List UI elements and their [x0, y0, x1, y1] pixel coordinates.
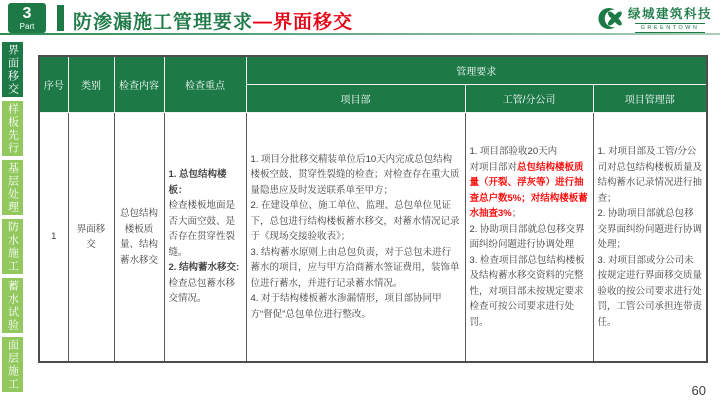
- page-title: [73, 7, 353, 34]
- cell-dept-project: 1. 项目分批移交精装单位后10天内完成总包结构楼板空鼓、贯穿性裂缝的检查；对检查存在重大质量隐患应及时发送联系单至甲方； 2. 在建设单位、施工单位、监理、总包单位见证下，总包进行结构楼板蓄水移交，对蓄水情况记录于《现场交接验收表》； 3. 结构蓄水原则上由总包负责，对于总包未进行蓄水的项目，应与甲方洽商蓄水签证费用，装饰单位进行蓄水，并进行记录蓄水情况。 4. 对于结构楼板蓄水渗漏情形，项目部协同甲方“督促”总包单位进行整改。: [246, 113, 465, 363]
- cell-dept-pmd: 1. 对项目部及工管/分公司对总包结构楼板质量及结构蓄水记录情况进行抽查； 2. 协助项目部就总包移交界面纠纷问题进行协调处理； 3. 对项目部或分公司未按规定进行界面移交质量验收的按公司要求进行处罚，工管公司承担连带责任。: [593, 113, 707, 363]
- part-label: Part: [19, 22, 35, 31]
- col-header-focus: 检查重点: [164, 56, 246, 113]
- col-header-dept-project: 项目部: [246, 85, 465, 113]
- cell-category: 界面移交: [68, 113, 114, 363]
- header-divider-line: [0, 33, 720, 35]
- sidebar-item-miancengshigong[interactable]: 面层施工: [2, 337, 23, 392]
- part-number: 3: [22, 5, 32, 22]
- requirements-table: [38, 55, 708, 363]
- col-header-dept-pmd: 项目管理部: [593, 85, 707, 113]
- greentown-logo-icon: [598, 5, 625, 32]
- page-number: 60: [691, 383, 706, 398]
- sidebar-item-jiemianyijiao[interactable]: 界面移交: [2, 42, 23, 97]
- logo-texts: [628, 4, 712, 33]
- sidebar-item-jicengchuli[interactable]: 基层处理: [2, 160, 23, 215]
- company-logo: [598, 4, 712, 33]
- title-accent-bar: [57, 5, 64, 31]
- col-header-content: 检查内容: [114, 56, 164, 113]
- sidebar-item-yangbanxianxing[interactable]: 样板先行: [2, 101, 23, 156]
- page-title-main: 防渗漏施工管理要求: [73, 12, 254, 33]
- table-row: [39, 113, 707, 363]
- sidebar-item-xushuishiyan[interactable]: 蓄水试验: [2, 278, 23, 333]
- col-header-category: 类别: [68, 56, 114, 113]
- cell-content: 总包结构楼板质量、结构蓄水移交: [114, 113, 164, 363]
- cell-focus: 1. 总包结构楼板： 检查楼板地面是否大面空鼓、是否存在贯穿性裂缝。 2. 结构蓄水移交: 检查总包蓄水移交情况。: [164, 113, 246, 363]
- col-header-dept-branch: 工管/分公司: [465, 85, 593, 113]
- cell-seq: 1: [39, 113, 68, 363]
- page-title-highlight: —界面移交: [253, 12, 354, 33]
- part-number-badge: [8, 3, 46, 33]
- sidebar-nav: [2, 42, 23, 392]
- col-header-seq: 序号: [39, 56, 68, 113]
- col-header-management: 管理要求: [246, 56, 707, 85]
- logo-company-name: 绿城建筑科技: [627, 7, 712, 21]
- logo-english-name: GREENTOWN: [635, 23, 706, 33]
- requirements-table-wrap: [38, 55, 708, 363]
- cell-dept-branch: 1. 项目部验收20天内 对项目部对总包结构楼板质量（开裂、浮灰等）进行抽查总户数5%；对结构楼板蓄水抽查3%； 2. 协助项目部就总包移交界面纠纷问题进行协调处理 3. 检查项目部总包结构楼板及结构蓄水移交资料的完整性，对项目部未按规定要求检查可按公司要求进行处罚。: [465, 113, 593, 363]
- sidebar-item-fangshuishigong[interactable]: 防水施工: [2, 219, 23, 274]
